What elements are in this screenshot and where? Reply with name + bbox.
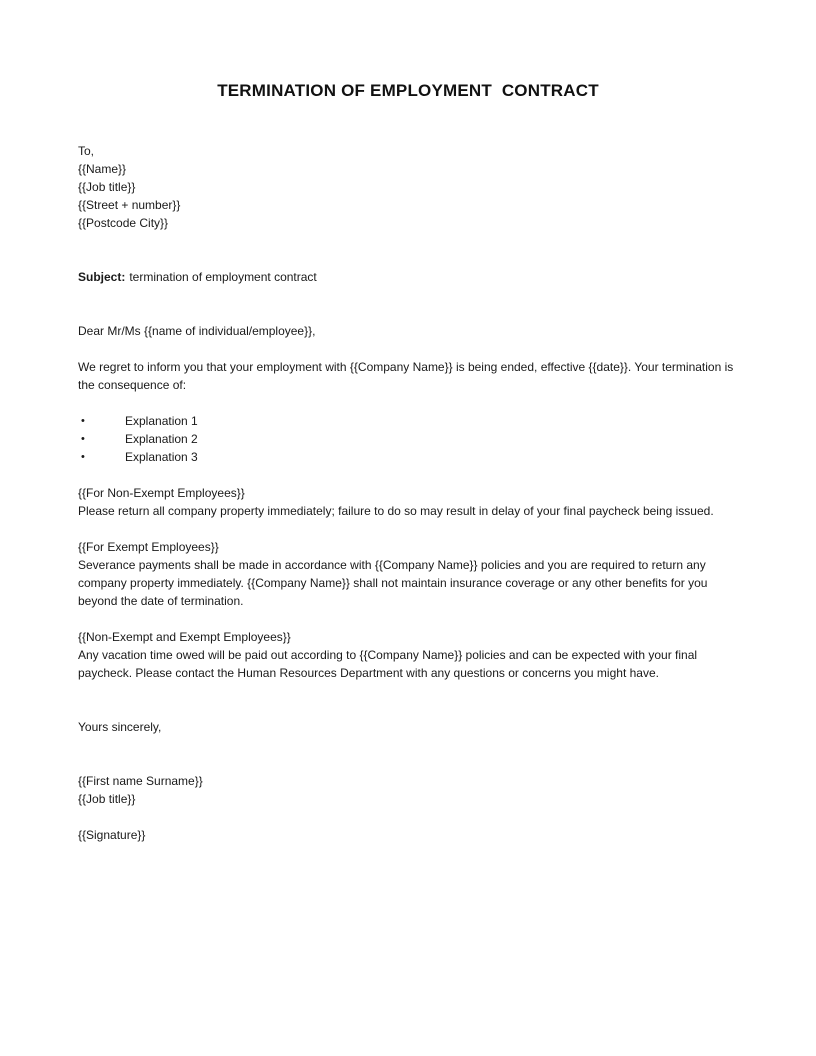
bullet-icon: • bbox=[81, 433, 85, 445]
bullet-text: Explanation 1 bbox=[125, 414, 198, 428]
recipient-line-job-title: {{Job title}} bbox=[78, 180, 136, 194]
signer-name: {{First name Surname}} bbox=[78, 774, 203, 788]
section-heading: {{For Exempt Employees}} bbox=[78, 540, 219, 554]
section-exempt bbox=[78, 538, 738, 610]
section-heading: {{Non-Exempt and Exempt Employees}} bbox=[78, 630, 291, 644]
subject-text: termination of employment contract bbox=[129, 270, 317, 284]
bullet-text: Explanation 2 bbox=[125, 432, 198, 446]
subject-line bbox=[78, 268, 738, 286]
bullet-icon: • bbox=[81, 451, 85, 463]
closing-phrase: Yours sincerely, bbox=[78, 720, 162, 734]
signature-block bbox=[78, 772, 738, 844]
recipient-line-to: To, bbox=[78, 144, 95, 158]
list-item bbox=[78, 448, 738, 466]
intro-paragraph: We regret to inform you that your employment with {{Company Name}} is being ended, effective {{date}}. Your termination is the consequence of: bbox=[78, 360, 734, 392]
salutation: Dear Mr/Ms {{name of individual/employee}}, bbox=[78, 324, 316, 338]
subject-label: Subject: bbox=[78, 270, 126, 284]
explanation-list bbox=[78, 412, 738, 466]
spacer bbox=[78, 808, 738, 826]
section-body: Any vacation time owed will be paid out according to {{Company Name}} policies and can be expected with your final paycheck. Please contact the Human Resources Department with any questions or concerns you might have. bbox=[78, 648, 698, 680]
section-non-exempt-and-exempt bbox=[78, 628, 738, 682]
recipient-line-street: {{Street + number}} bbox=[78, 198, 181, 212]
recipient-line-postcode-city: {{Postcode City}} bbox=[78, 216, 169, 230]
section-heading: {{For Non-Exempt Employees}} bbox=[78, 486, 245, 500]
recipient-line-name: {{Name}} bbox=[78, 162, 127, 176]
letter-body bbox=[78, 142, 738, 844]
signer-job-title: {{Job title}} bbox=[78, 792, 136, 806]
section-body: Please return all company property immediately; failure to do so may result in delay of your final paycheck being issued. bbox=[78, 504, 714, 518]
bullet-icon: • bbox=[81, 415, 85, 427]
signature-placeholder: {{Signature}} bbox=[78, 828, 146, 842]
section-non-exempt bbox=[78, 484, 738, 520]
document-title: TERMINATION OF EMPLOYMENT CONTRACT bbox=[217, 81, 599, 100]
bullet-text: Explanation 3 bbox=[125, 450, 198, 464]
list-item bbox=[78, 430, 738, 448]
recipient-address-block bbox=[78, 142, 738, 232]
list-item bbox=[78, 412, 738, 430]
section-body: Severance payments shall be made in accordance with {{Company Name}} policies and you are required to return any company property immediately. {{Company Name}} shall not maintain insurance coverage or any other benefits for you beyond the date of termination. bbox=[78, 558, 708, 608]
